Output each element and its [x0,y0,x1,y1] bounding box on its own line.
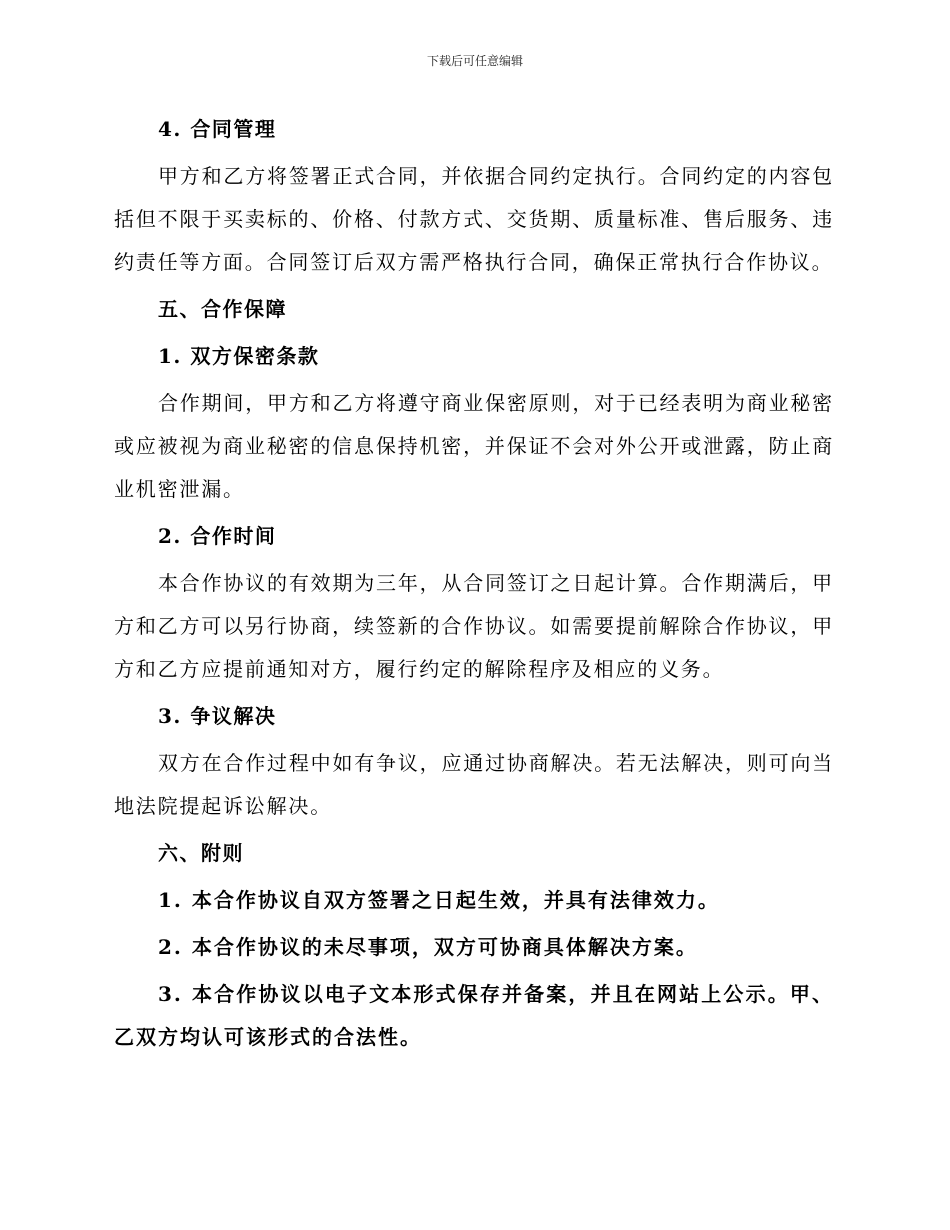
page-header: 下载后可任意编辑 [426,54,523,68]
paragraph-dispute-resolution: 双方在合作过程中如有争议，应通过协商解决。若无法解决，则可向当地法院提起诉讼解决。 [114,751,834,818]
paragraph-confidentiality: 合作期间，甲方和乙方将遵守商业保密原则，对于已经表明为商业秘密或应被视为商业秘密的信息保持机密，并保证不会对外公开或泄露，防止商业机密泄漏。 [114,391,834,501]
heading-cooperation-term: 2. 合作时间 [158,524,277,548]
paragraph-cooperation-term: 本合作协议的有效期为三年，从合同签订之日起计算。合作期满后，甲方和乙方可以另行协商，续签新的合作协议。如需要提前解除合作协议，甲方和乙方应提前通知对方，履行约定的解除程序及相应的义务。 [114,571,834,681]
supplementary-item: 3. 本合作协议以电子文本形式保存并备案，并且在网站上公示。甲、乙双方均认可该形式的合法性。 [114,982,834,1049]
supplementary-item: 2. 本合作协议的未尽事项，双方可协商具体解决方案。 [158,935,698,959]
heading-confidentiality: 1. 双方保密条款 [158,344,320,368]
heading-contract-management: 4. 合同管理 [158,117,277,141]
document-body [114,108,834,1063]
heading-supplementary-provisions: 六、附则 [158,841,244,865]
heading-cooperation-guarantee: 五、合作保障 [158,297,287,321]
paragraph-contract-management: 甲方和乙方将签署正式合同，并依据合同约定执行。合同约定的内容包括但不限于买卖标的、价格、付款方式、交货期、质量标准、售后服务、违约责任等方面。合同签订后双方需严格执行合同，确保正常执行合作协议。 [114,164,834,274]
supplementary-item: 1. 本合作协议自双方签署之日起生效，并具有法律效力。 [158,888,720,912]
heading-dispute-resolution: 3. 争议解决 [158,704,277,728]
